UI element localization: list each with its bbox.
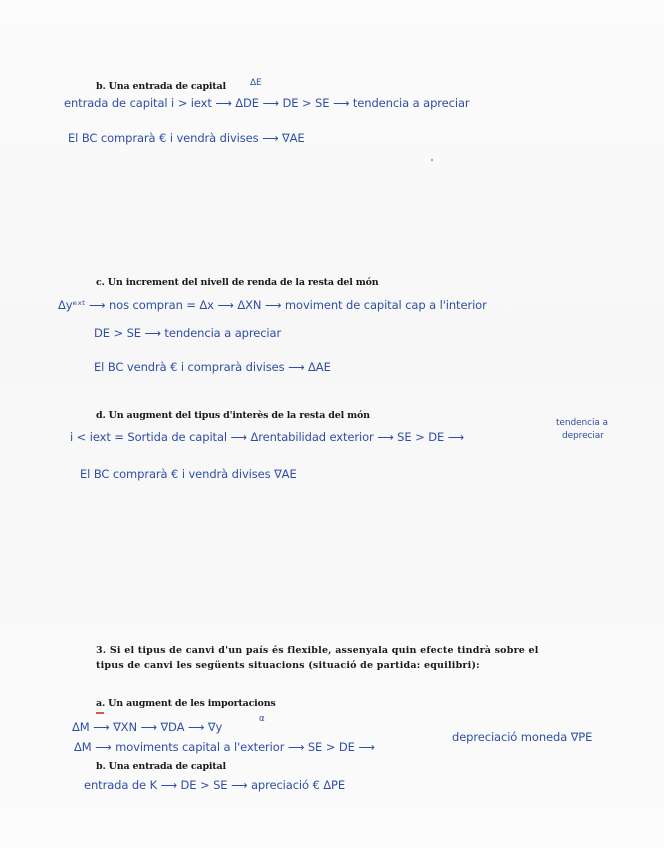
question-3-line2: tipus de canvi les següents situacions (situació de partida: equilibri): — [96, 660, 480, 671]
red-underline — [96, 712, 104, 714]
question-3-line1: 3. Si el tipus de canvi d'un país és flexible, assenyala quin efecte tindrà sobre el — [96, 645, 539, 656]
handwritten-note-d-line2: El BC comprarà € i vendrà divises ∇AE — [80, 467, 297, 481]
handwritten-alpha: α — [259, 714, 265, 724]
handwritten-note-c-line2: DE > SE ⟶ tendencia a apreciar — [94, 326, 282, 340]
heading-a-augment-importacions: a. Un augment de les importacions — [96, 698, 276, 709]
handwritten-note-b2-line1: entrada de K ⟶ DE > SE ⟶ apreciació € ΔPE — [84, 778, 346, 792]
red-mark — [431, 159, 433, 161]
heading-c-increment-renda: c. Un increment del nivell de renda de la resta del món — [96, 277, 379, 288]
handwritten-note-a-line2: ΔM ⟶ moviments capital a l'exterior ⟶ SE > DE ⟶ — [74, 740, 375, 754]
handwritten-note-b1-line1: entrada de capital i > iext ⟶ ΔDE ⟶ DE > SE ⟶ tendencia a apreciar — [64, 96, 470, 110]
heading-d-augment-interes: d. Un augment del tipus d'interès de la resta del món — [96, 410, 370, 421]
heading-b-entrada-capital-2: b. Una entrada de capital — [96, 761, 226, 772]
handwritten-note-b1-line2: El BC comprarà € i vendrà divises ⟶ ∇AE — [68, 131, 305, 145]
handwritten-note-a-line1: ΔM ⟶ ∇XN ⟶ ∇DA ⟶ ∇y — [72, 720, 223, 734]
handwritten-delta-e: ΔE — [250, 78, 262, 88]
handwritten-note-d-line1: i < iext = Sortida de capital ⟶ Δrentabilidad exterior ⟶ SE > DE ⟶ — [70, 430, 465, 444]
handwritten-note-a-line2-end: depreciació moneda ∇PE — [452, 730, 593, 744]
handwritten-note-d-right1: tendencia a — [556, 418, 608, 428]
handwritten-note-d-right2: depreciar — [562, 431, 604, 441]
handwritten-note-c-line1: Δyᵉˣᵗ ⟶ nos compran = Δx ⟶ ΔXN ⟶ moviment de capital cap a l'interior — [58, 298, 487, 312]
handwritten-note-c-line3: El BC vendrà € i comprarà divises ⟶ ΔAE — [94, 360, 331, 374]
heading-b-entrada-capital: b. Una entrada de capital — [96, 81, 226, 92]
